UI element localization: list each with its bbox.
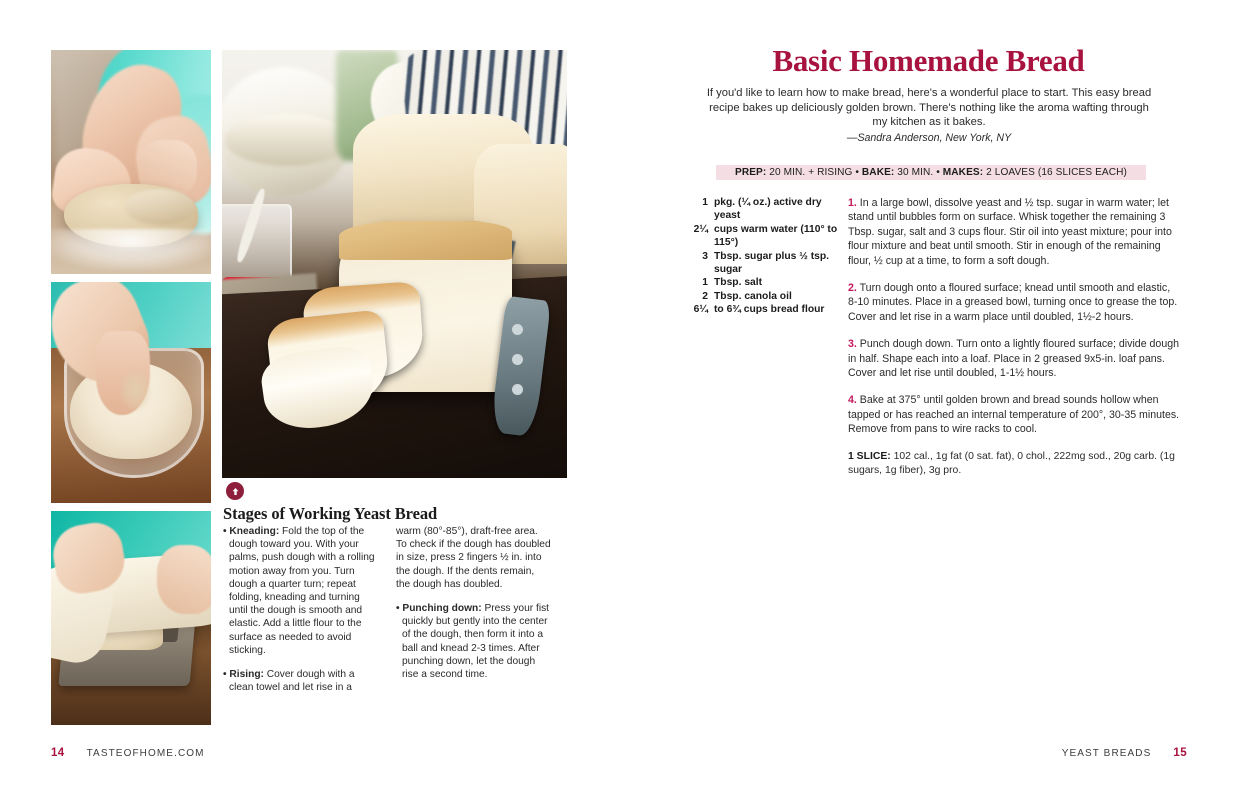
left-page-footer <box>51 747 205 759</box>
bullet-icon: • <box>223 669 230 681</box>
nutrition-text: 102 cal., 1g fat (0 sat. fat), 0 chol., 222mg sod., 20g carb. (1g sugars, 1g fiber), 3g pro. <box>848 450 1175 476</box>
ingredient-amount: 1 <box>702 197 708 208</box>
ingredient-row <box>672 223 840 250</box>
ingredient-row <box>672 250 840 277</box>
loaf-crust <box>339 221 512 260</box>
recipe-intro-text: If you'd like to learn how to make bread, here's a wonderful place to start. This easy bread recipe bakes up deliciously golden brown. There's nothing like the aroma wafting through my kitchen as it bakes. <box>706 87 1152 129</box>
ingredient-amount: 2 <box>702 290 708 302</box>
knife-rivet <box>512 324 523 335</box>
page-number-left: 14 <box>51 747 65 759</box>
bake-label: BAKE: <box>861 167 895 178</box>
arrow-up-circle-icon <box>226 482 244 500</box>
stage-punching-down <box>396 602 551 681</box>
step-number: 2. <box>848 282 857 295</box>
step-text: In a large bowl, dissolve yeast and ½ tsp. sugar in warm water; let stand until bubbles form on surface. Whisk together the remaining 3 Tbsp. sugar, salt and 3 cups flour. Stir oil into yeast mixture; pour into flour mixture and beat until smooth. Stir in enough of the remaining flour, ½ cup at a time, to form a soft dough. <box>848 197 1172 267</box>
bullet-icon: • <box>223 526 230 537</box>
stage-term: Rising: <box>229 669 264 681</box>
ingredient-item: Tbsp. canola oil <box>714 290 792 302</box>
step-text: Punch dough down. Turn onto a lightly floured surface; divide dough in half. Shape each into a loaf. Place in 2 greased 9x5-in. loaf pans. Cover and let rise until doubled, 1-1½ hours. <box>848 338 1179 380</box>
recipe-title: Basic Homemade Bread <box>772 43 1085 78</box>
stages-column-one <box>223 525 378 694</box>
nutrition-info <box>848 450 1180 478</box>
stage-term: Kneading: <box>229 526 280 537</box>
recipe-attribution: —Sandra Anderson, New York, NY <box>846 131 1012 144</box>
makes-label: MAKES: <box>942 167 984 178</box>
direction-step <box>848 337 1180 380</box>
ingredient-item: Tbsp. sugar plus ½ tsp. sugar <box>714 250 830 276</box>
ingredient-amount: 6¼ <box>693 304 708 316</box>
stages-heading: Stages of Working Yeast Bread <box>223 504 438 523</box>
ingredient-amount: 1 <box>702 277 708 289</box>
step-text: Bake at 375° until golden brown and bread sounds hollow when tapped or has reached an internal temperature of 200°, 30-35 minutes. Remove from pans to wire racks to cool. <box>848 394 1180 436</box>
ingredient-row <box>672 290 840 303</box>
direction-step <box>848 196 1180 268</box>
stage-text: Fold the top of the dough toward you. With your palms, push dough with a rolling motion away from you. Turn dough a quarter turn; repeat folding, kneading and turning until the dough is smooth and elastic. Add a little flour to the surface as needed to avoid sticking. <box>229 526 375 656</box>
makes-value: 2 LOAVES (16 SLICES EACH) <box>983 167 1127 178</box>
ingredient-item: to 6¾ cups bread flour <box>714 304 825 316</box>
ingredient-item: pkg. (¼ oz.) active dry yeast <box>714 197 822 222</box>
dough-fold <box>125 189 195 225</box>
bake-value: 30 MIN. • <box>894 167 943 178</box>
ingredient-row <box>672 276 840 289</box>
stages-column-two <box>396 525 551 694</box>
ingredient-item: cups warm water (110° to 115°) <box>714 223 838 249</box>
direction-step <box>848 281 1180 324</box>
stages-columns <box>223 525 571 694</box>
sliced-bread-hero-photo <box>222 50 567 478</box>
ingredient-row <box>672 196 840 223</box>
directions-list <box>848 196 1180 478</box>
covering-loaf-pan-photo <box>51 511 211 725</box>
hand-right <box>157 545 211 613</box>
knife-rivet <box>512 384 523 395</box>
bullet-icon: • <box>396 603 403 615</box>
step-text: Turn dough onto a floured surface; knead until smooth and elastic, 8-10 minutes. Place in a greased bowl, turning once to grease the top. Cover and let rise in a warm place until doubled, 1½-2 hours. <box>848 282 1178 323</box>
ingredients-list <box>672 196 840 317</box>
stage-term: Punching down: <box>402 603 482 615</box>
knife-rivet <box>512 354 523 365</box>
stage-kneading <box>223 525 378 657</box>
ingredient-amount: 2¼ <box>693 223 708 235</box>
kneading-dough-photo <box>51 50 211 274</box>
stage-text: Cover dough with a clean towel and let rise in a <box>229 669 355 694</box>
recipe-intro <box>704 86 1154 145</box>
right-page-footer <box>1062 747 1187 759</box>
prep-value: 20 MIN. + RISING • <box>766 167 862 178</box>
step-number: 1. <box>848 197 857 209</box>
step-number: 4. <box>848 394 857 407</box>
poking-risen-dough-photo <box>51 282 211 503</box>
step-number: 3. <box>848 338 857 351</box>
prep-label: PREP: <box>735 167 767 178</box>
footer-website-label: TASTEOFHOME.COM <box>86 748 205 759</box>
stage-text: Press your fist quickly but gently into the center of the dough, then form it into a ball and knead 2-3 times. After punching down, let the dough rise a second time. <box>402 603 550 681</box>
plate-rim <box>225 114 349 165</box>
ingredient-row <box>672 303 840 316</box>
flour-dusting <box>51 229 211 269</box>
direction-step <box>848 393 1180 436</box>
page-number-right: 15 <box>1173 747 1187 759</box>
prep-time-text <box>735 167 1127 178</box>
nutrition-label: 1 SLICE: <box>848 450 891 462</box>
prep-time-bar <box>716 165 1146 180</box>
stage-rising-continuation: warm (80°-85°), draft-free area. To check if the dough has doubled in size, press 2 fingers ½ in. into the dough. If the dents remain, the dough has doubled. <box>396 526 551 590</box>
ingredient-amount: 3 <box>702 250 708 262</box>
ingredient-item: Tbsp. salt <box>714 277 763 289</box>
stage-rising <box>223 668 378 694</box>
footer-chapter-label: YEAST BREADS <box>1061 748 1152 759</box>
